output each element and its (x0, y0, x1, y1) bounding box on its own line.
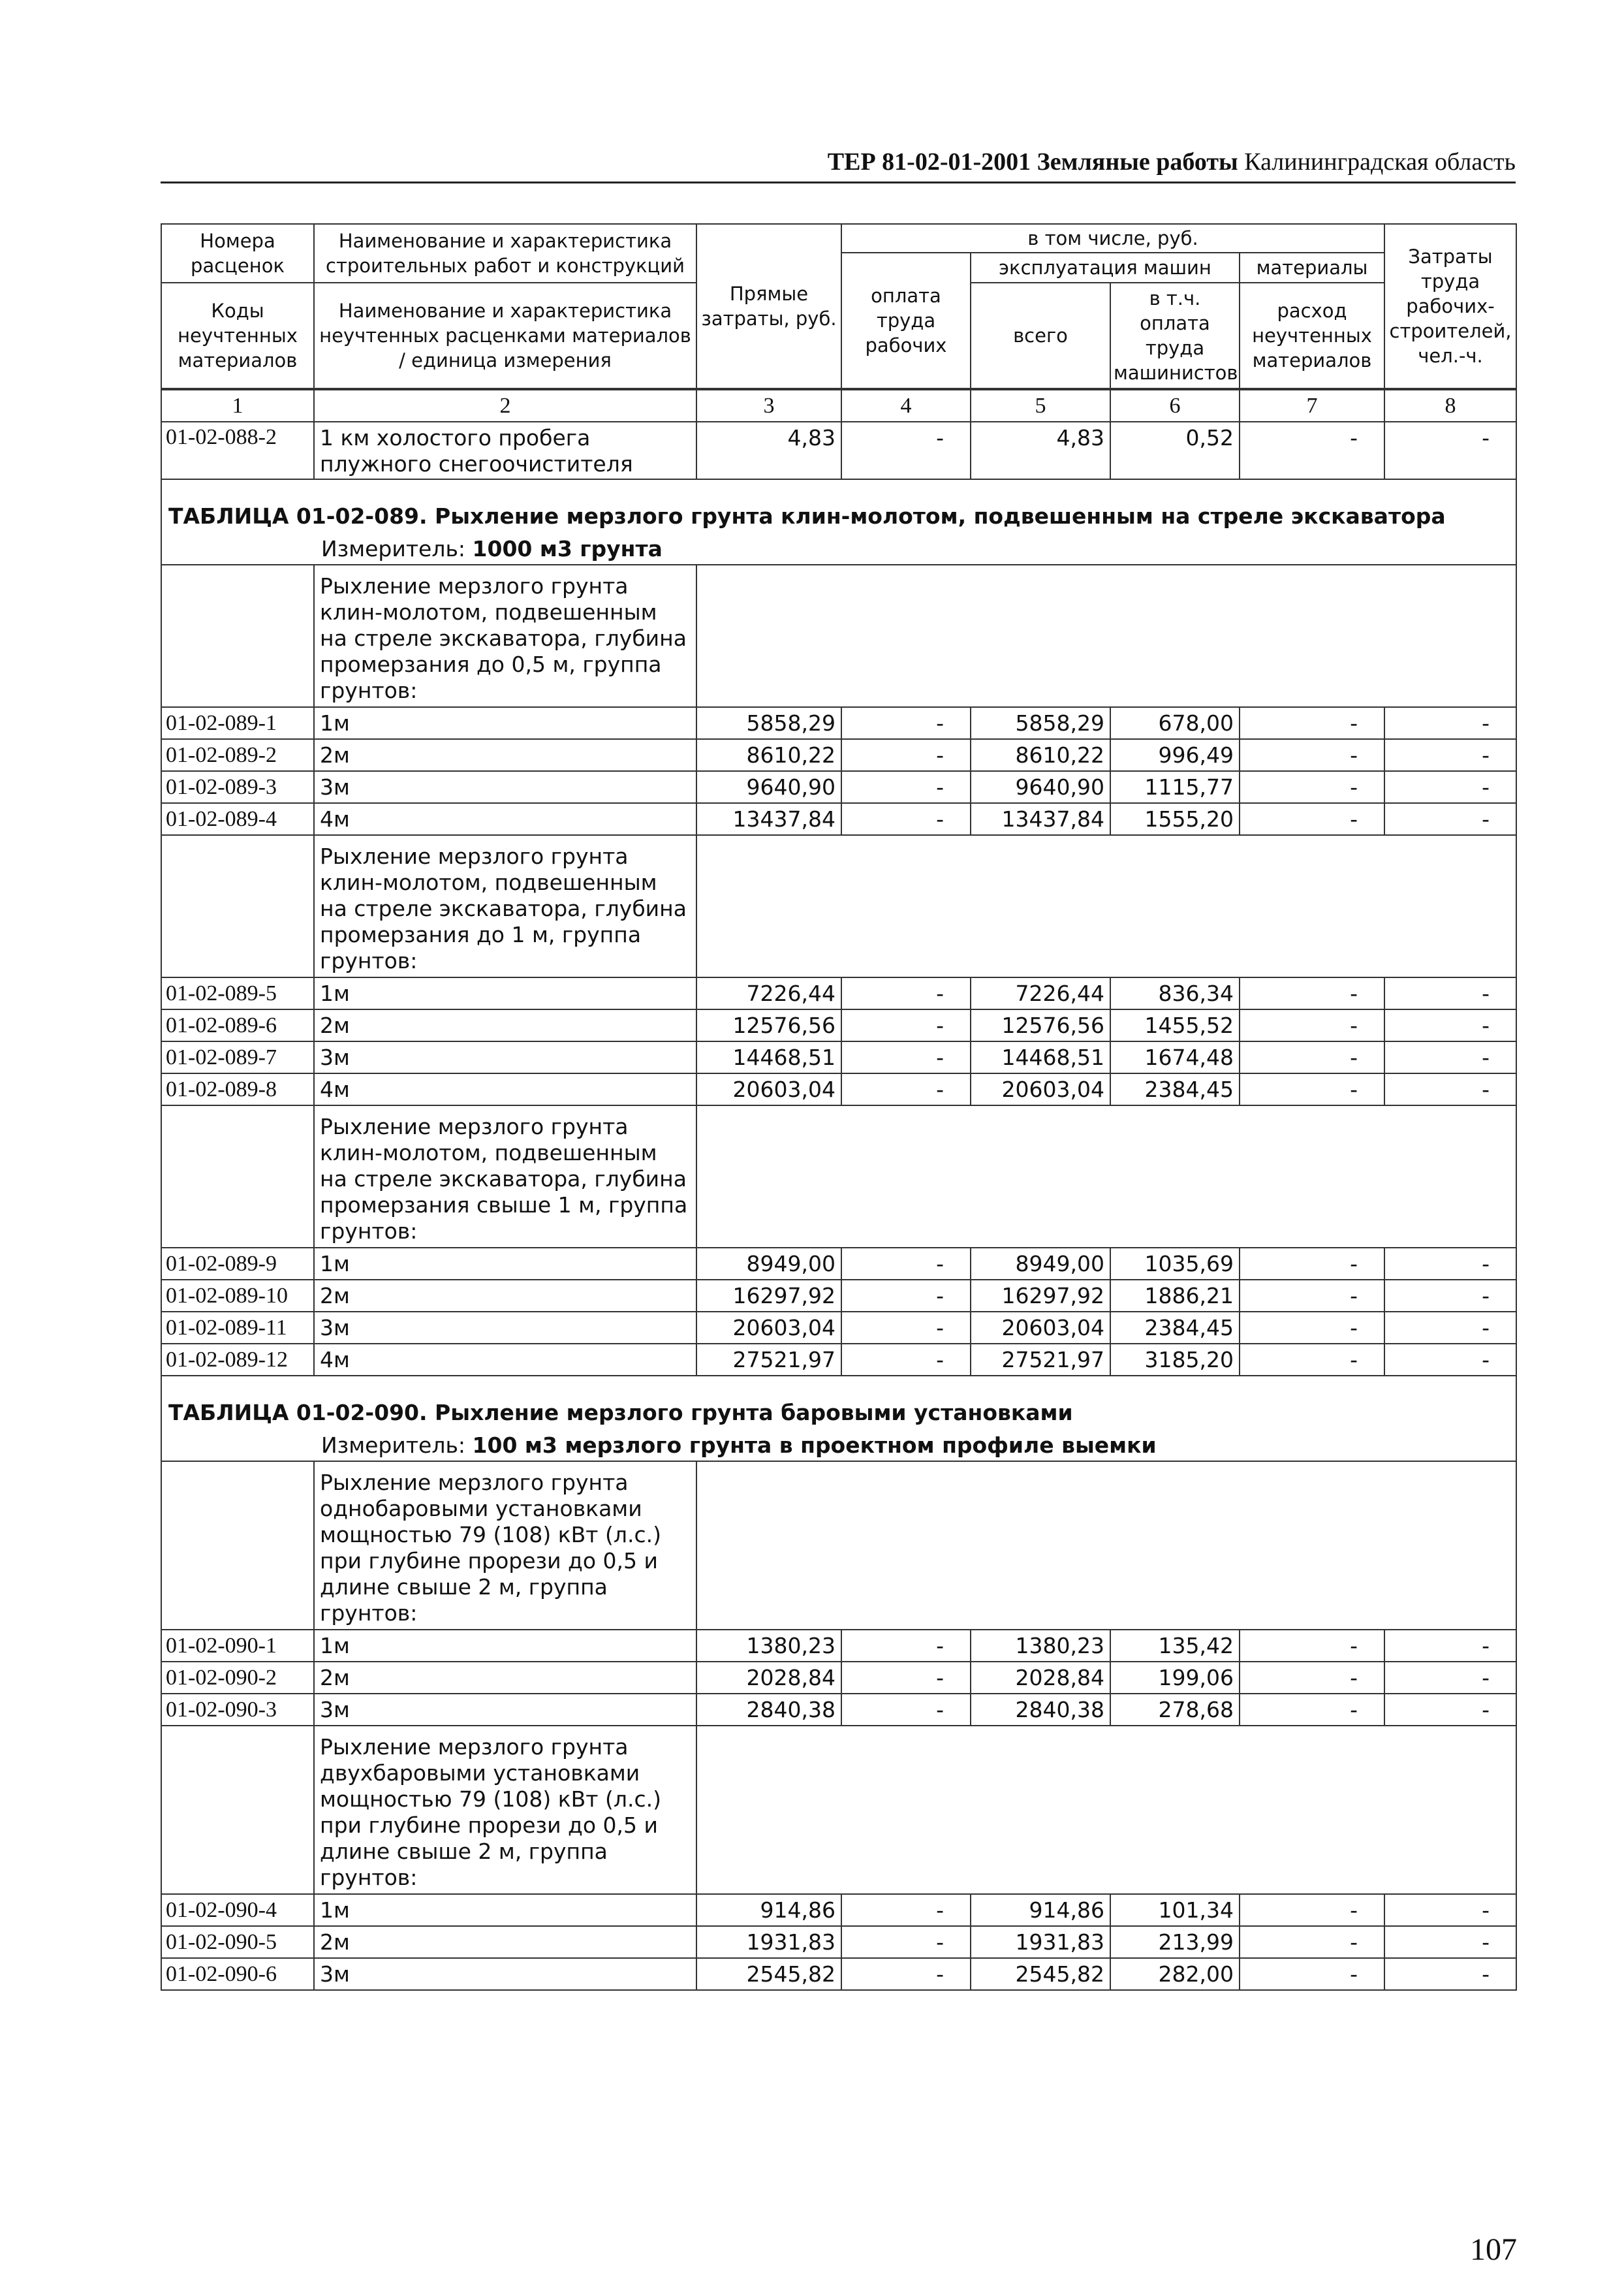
cell-labor: - (1384, 1694, 1516, 1726)
cell-direct: 7226,44 (696, 977, 841, 1009)
cell-direct: 8949,00 (696, 1248, 841, 1280)
cell-labor: - (1384, 1662, 1516, 1694)
header-name-bottom: Наименование и характеристика неучтенных расценками материалов / единица измерения (314, 283, 696, 388)
cell-code: 01-02-089-2 (161, 739, 314, 771)
cell-machines-wages: 135,42 (1110, 1630, 1240, 1662)
cell-machines-total: 2545,82 (971, 1958, 1110, 1990)
cell-materials: - (1240, 1073, 1384, 1105)
column-number: 8 (1384, 390, 1516, 422)
cell-direct: 2545,82 (696, 1958, 841, 1990)
cell-labor: - (1384, 1630, 1516, 1662)
cell-machines-total: 16297,92 (971, 1280, 1110, 1312)
cell-materials: - (1240, 1926, 1384, 1958)
table-measure (161, 533, 1516, 565)
region-name: Калининградская область (1244, 148, 1516, 176)
cell-name: 2м (314, 739, 696, 771)
table-row (161, 1630, 1516, 1662)
cell-wages: - (841, 1958, 971, 1990)
cell-name: 2м (314, 1926, 696, 1958)
cell-labor: - (1384, 1280, 1516, 1312)
table-row (161, 1312, 1516, 1344)
cell-machines-wages: 2384,45 (1110, 1312, 1240, 1344)
cell-direct: 1931,83 (696, 1926, 841, 1958)
cell-code: 01-02-089-3 (161, 771, 314, 803)
cell-machines-total: 8610,22 (971, 739, 1110, 771)
cell-name: 3м (314, 1694, 696, 1726)
cell-name: 4м (314, 1073, 696, 1105)
group-description: Рыхление мерзлого грунта клин-молотом, подвешенным на стреле экскаватора, глубина промерзания до 0,5 м, группа грунтов: (314, 565, 696, 707)
cell-labor: - (1384, 1344, 1516, 1376)
cell-machines-wages: 1455,52 (1110, 1009, 1240, 1041)
cell-wages: - (841, 707, 971, 739)
cell-name: 1м (314, 1630, 696, 1662)
cell-materials: - (1240, 707, 1384, 739)
cell-name: 3м (314, 771, 696, 803)
cell-direct: 914,86 (696, 1894, 841, 1926)
table-row (161, 1248, 1516, 1280)
cell-code: 01-02-090-4 (161, 1894, 314, 1926)
cell-labor: - (1384, 1926, 1516, 1958)
cell-wages: - (841, 1073, 971, 1105)
cell-machines-total: 2028,84 (971, 1662, 1110, 1694)
cell-code: 01-02-089-11 (161, 1312, 314, 1344)
cell-direct: 1380,23 (696, 1630, 841, 1662)
cell-machines-total: 20603,04 (971, 1073, 1110, 1105)
cell-machines-wages: 1035,69 (1110, 1248, 1240, 1280)
group-code-cell (161, 1726, 314, 1894)
cell-direct: 5858,29 (696, 707, 841, 739)
cell-machines-total: 5858,29 (971, 707, 1110, 739)
group-description: Рыхление мерзлого грунта клин-молотом, подвешенным на стреле экскаватора, глубина промерзания свыше 1 м, группа грунтов: (314, 1105, 696, 1248)
cell-direct: 20603,04 (696, 1312, 841, 1344)
group-code-cell (161, 1461, 314, 1630)
header-materials: материалы (1240, 253, 1384, 283)
cell-materials: - (1240, 977, 1384, 1009)
group-empty-cell (696, 1726, 1516, 1894)
cell-code: 01-02-090-2 (161, 1662, 314, 1694)
cell-materials: - (1240, 739, 1384, 771)
cell-labor: - (1384, 977, 1516, 1009)
group-description-row (161, 1105, 1516, 1248)
cell-code: 01-02-089-5 (161, 977, 314, 1009)
page-header (161, 148, 1516, 176)
group-empty-cell (696, 835, 1516, 977)
header-machines-total: всего (971, 283, 1110, 388)
cell-code: 01-02-089-4 (161, 803, 314, 835)
cell-name: 2м (314, 1662, 696, 1694)
cell-labor: - (1384, 771, 1516, 803)
measure-label: Измеритель: (321, 536, 466, 561)
group-code-cell (161, 835, 314, 977)
cell-direct: 20603,04 (696, 1073, 841, 1105)
cell-machines-total: 1931,83 (971, 1926, 1110, 1958)
cell-code: 01-02-089-12 (161, 1344, 314, 1376)
cell-machines-total: 20603,04 (971, 1312, 1110, 1344)
table-title-row (161, 1376, 1516, 1430)
table-row (161, 977, 1516, 1009)
cell-code: 01-02-089-1 (161, 707, 314, 739)
cell-labor: - (1384, 1894, 1516, 1926)
cell-machines-wages: 1555,20 (1110, 803, 1240, 835)
cell-labor: - (1384, 1073, 1516, 1105)
cell-wages: - (841, 977, 971, 1009)
cell-wages: - (841, 1248, 971, 1280)
table-row (161, 739, 1516, 771)
cell-machines-total: 12576,56 (971, 1009, 1110, 1041)
group-empty-cell (696, 1105, 1516, 1248)
cell-direct: 16297,92 (696, 1280, 841, 1312)
cell-wages: - (841, 1926, 971, 1958)
cell-wages: - (841, 771, 971, 803)
price-table-frame (161, 223, 1516, 1987)
column-number: 1 (161, 390, 314, 422)
header-rule (161, 182, 1516, 183)
table-row (161, 1958, 1516, 1990)
group-description: Рыхление мерзлого грунта двухбаровыми установками мощностью 79 (108) кВт (л.с.) при глубине прорези до 0,5 и длине свыше 2 м, группа грунтов: (314, 1726, 696, 1894)
cell-name: 3м (314, 1041, 696, 1073)
cell-machines-wages: 199,06 (1110, 1662, 1240, 1694)
cell-materials: - (1240, 1630, 1384, 1662)
cell-name: 3м (314, 1958, 696, 1990)
table-row (161, 1694, 1516, 1726)
cell-machines-total: 914,86 (971, 1894, 1110, 1926)
column-number: 3 (696, 390, 841, 422)
cell-materials: - (1240, 1312, 1384, 1344)
document-code: ТЕР 81-02-01-2001 Земляные работы (827, 148, 1238, 176)
column-number: 5 (971, 390, 1110, 422)
table-title: ТАБЛИЦА 01-02-089. Рыхление мерзлого грунта клин-молотом, подвешенным на стреле экскаватора (161, 479, 1516, 533)
cell-wages: - (841, 1662, 971, 1694)
header-materials-consumption: расход неучтенных материалов (1240, 283, 1384, 388)
cell-direct: 8610,22 (696, 739, 841, 771)
cell-machines-wages: 1115,77 (1110, 771, 1240, 803)
cell-name: 1м (314, 1248, 696, 1280)
cell-wages: - (841, 1009, 971, 1041)
cell-labor: - (1384, 803, 1516, 835)
cell-code: 01-02-090-5 (161, 1926, 314, 1958)
table-row (161, 707, 1516, 739)
cell-code: 01-02-090-3 (161, 1694, 314, 1726)
measure-value: 1000 м3 грунта (472, 536, 663, 561)
cell-materials: - (1240, 1248, 1384, 1280)
cell-machines-wages: 282,00 (1110, 1958, 1240, 1990)
cell-machines-wages: 2384,45 (1110, 1073, 1240, 1105)
column-numbers-row (161, 390, 1516, 422)
cell-name: 1м (314, 1894, 696, 1926)
cell-machines-wages: 836,34 (1110, 977, 1240, 1009)
cell-direct: 9640,90 (696, 771, 841, 803)
header-codes-bottom: Коды неучтенных материалов (161, 283, 314, 388)
group-description-row (161, 565, 1516, 707)
header-machines: эксплуатация машин (971, 253, 1240, 283)
cell-materials: - (1240, 1280, 1384, 1312)
table-row (161, 1926, 1516, 1958)
cell-labor: - (1384, 422, 1516, 479)
cell-labor: - (1384, 739, 1516, 771)
cell-materials: - (1240, 771, 1384, 803)
cell-direct: 12576,56 (696, 1009, 841, 1041)
cell-code: 01-02-089-8 (161, 1073, 314, 1105)
group-description: Рыхление мерзлого грунта однобаровыми установками мощностью 79 (108) кВт (л.с.) при глубине прорези до 0,5 и длине свыше 2 м, группа грунтов: (314, 1461, 696, 1630)
group-description-row (161, 1461, 1516, 1630)
cell-materials: - (1240, 1694, 1384, 1726)
cell-name: 4м (314, 803, 696, 835)
cell-materials: - (1240, 1009, 1384, 1041)
table-row (161, 422, 1516, 479)
table-measure-row (161, 533, 1516, 565)
header-wages: оплата труда рабочих (841, 253, 971, 388)
cell-code: 01-02-089-6 (161, 1009, 314, 1041)
cell-materials: - (1240, 1041, 1384, 1073)
cell-machines-wages: 1674,48 (1110, 1041, 1240, 1073)
cell-machines-total: 2840,38 (971, 1694, 1110, 1726)
table-row (161, 1662, 1516, 1694)
cell-materials: - (1240, 422, 1384, 479)
cell-machines-total: 13437,84 (971, 803, 1110, 835)
table-row (161, 1073, 1516, 1105)
cell-labor: - (1384, 707, 1516, 739)
cell-machines-wages: 101,34 (1110, 1894, 1240, 1926)
table-row (161, 1009, 1516, 1041)
cell-wages: - (841, 739, 971, 771)
cell-name: 2м (314, 1280, 696, 1312)
group-empty-cell (696, 1461, 1516, 1630)
cell-direct: 4,83 (696, 422, 841, 479)
column-number: 2 (314, 390, 696, 422)
cell-code: 01-02-090-6 (161, 1958, 314, 1990)
cell-code: 01-02-089-9 (161, 1248, 314, 1280)
cell-machines-wages: 278,68 (1110, 1694, 1240, 1726)
header-name-top: Наименование и характеристика строительных работ и конструкций (314, 224, 696, 283)
column-header-table (161, 223, 1517, 389)
cell-machines-total: 27521,97 (971, 1344, 1110, 1376)
cell-direct: 2840,38 (696, 1694, 841, 1726)
cell-code: 01-02-089-10 (161, 1280, 314, 1312)
cell-labor: - (1384, 1312, 1516, 1344)
cell-machines-total: 7226,44 (971, 977, 1110, 1009)
column-number: 7 (1240, 390, 1384, 422)
cell-wages: - (841, 803, 971, 835)
table-measure-row (161, 1430, 1516, 1461)
cell-materials: - (1240, 1662, 1384, 1694)
cell-labor: - (1384, 1958, 1516, 1990)
cell-machines-total: 9640,90 (971, 771, 1110, 803)
cell-wages: - (841, 1312, 971, 1344)
cell-code: 01-02-088-2 (161, 422, 314, 479)
cell-code: 01-02-089-7 (161, 1041, 314, 1073)
cell-name: 4м (314, 1344, 696, 1376)
cell-materials: - (1240, 1344, 1384, 1376)
cell-machines-wages: 678,00 (1110, 707, 1240, 739)
cell-machines-wages: 1886,21 (1110, 1280, 1240, 1312)
table-row (161, 1894, 1516, 1926)
group-description-row (161, 1726, 1516, 1894)
cell-machines-wages: 213,99 (1110, 1926, 1240, 1958)
column-number: 4 (841, 390, 971, 422)
table-row (161, 1344, 1516, 1376)
measure-label: Измеритель: (321, 1432, 466, 1458)
measure-value: 100 м3 мерзлого грунта в проектном профиле выемки (472, 1432, 1157, 1458)
cell-name: 3м (314, 1312, 696, 1344)
cell-wages: - (841, 1344, 971, 1376)
cell-wages: - (841, 422, 971, 479)
cell-direct: 27521,97 (696, 1344, 841, 1376)
cell-name: 1 км холостого пробега плужного снегоочистителя (314, 422, 696, 479)
cell-wages: - (841, 1694, 971, 1726)
cell-wages: - (841, 1894, 971, 1926)
header-direct-costs: Прямые затраты, руб. (696, 224, 841, 388)
group-code-cell (161, 1105, 314, 1248)
table-measure (161, 1430, 1516, 1461)
column-number: 6 (1110, 390, 1240, 422)
group-empty-cell (696, 565, 1516, 707)
cell-wages: - (841, 1041, 971, 1073)
header-codes-top: Номера расценок (161, 224, 314, 283)
cell-direct: 2028,84 (696, 1662, 841, 1694)
cell-name: 2м (314, 1009, 696, 1041)
table-title-row (161, 479, 1516, 533)
cell-materials: - (1240, 1894, 1384, 1926)
cell-wages: - (841, 1280, 971, 1312)
header-including: в том числе, руб. (841, 224, 1384, 253)
table-row (161, 803, 1516, 835)
cell-code: 01-02-090-1 (161, 1630, 314, 1662)
cell-name: 1м (314, 707, 696, 739)
group-description: Рыхление мерзлого грунта клин-молотом, подвешенным на стреле экскаватора, глубина промерзания до 1 м, группа грунтов: (314, 835, 696, 977)
cell-direct: 13437,84 (696, 803, 841, 835)
cell-labor: - (1384, 1009, 1516, 1041)
cell-materials: - (1240, 1958, 1384, 1990)
cell-name: 1м (314, 977, 696, 1009)
group-code-cell (161, 565, 314, 707)
header-labor: Затраты труда рабочих-строителей, чел.-ч. (1384, 224, 1516, 388)
table-row (161, 771, 1516, 803)
cell-machines-wages: 3185,20 (1110, 1344, 1240, 1376)
group-description-row (161, 835, 1516, 977)
cell-machines-total: 8949,00 (971, 1248, 1110, 1280)
cell-machines-wages: 0,52 (1110, 422, 1240, 479)
table-row (161, 1280, 1516, 1312)
price-table-body (161, 389, 1517, 1991)
cell-machines-total: 4,83 (971, 422, 1110, 479)
table-row (161, 1041, 1516, 1073)
page-number: 107 (1470, 2232, 1517, 2267)
cell-machines-wages: 996,49 (1110, 739, 1240, 771)
header-machines-wages: в т.ч. оплата труда машинистов (1110, 283, 1240, 388)
cell-materials: - (1240, 803, 1384, 835)
cell-machines-total: 14468,51 (971, 1041, 1110, 1073)
cell-labor: - (1384, 1041, 1516, 1073)
table-title: ТАБЛИЦА 01-02-090. Рыхление мерзлого грунта баровыми установками (161, 1376, 1516, 1430)
cell-labor: - (1384, 1248, 1516, 1280)
cell-machines-total: 1380,23 (971, 1630, 1110, 1662)
cell-direct: 14468,51 (696, 1041, 841, 1073)
cell-wages: - (841, 1630, 971, 1662)
